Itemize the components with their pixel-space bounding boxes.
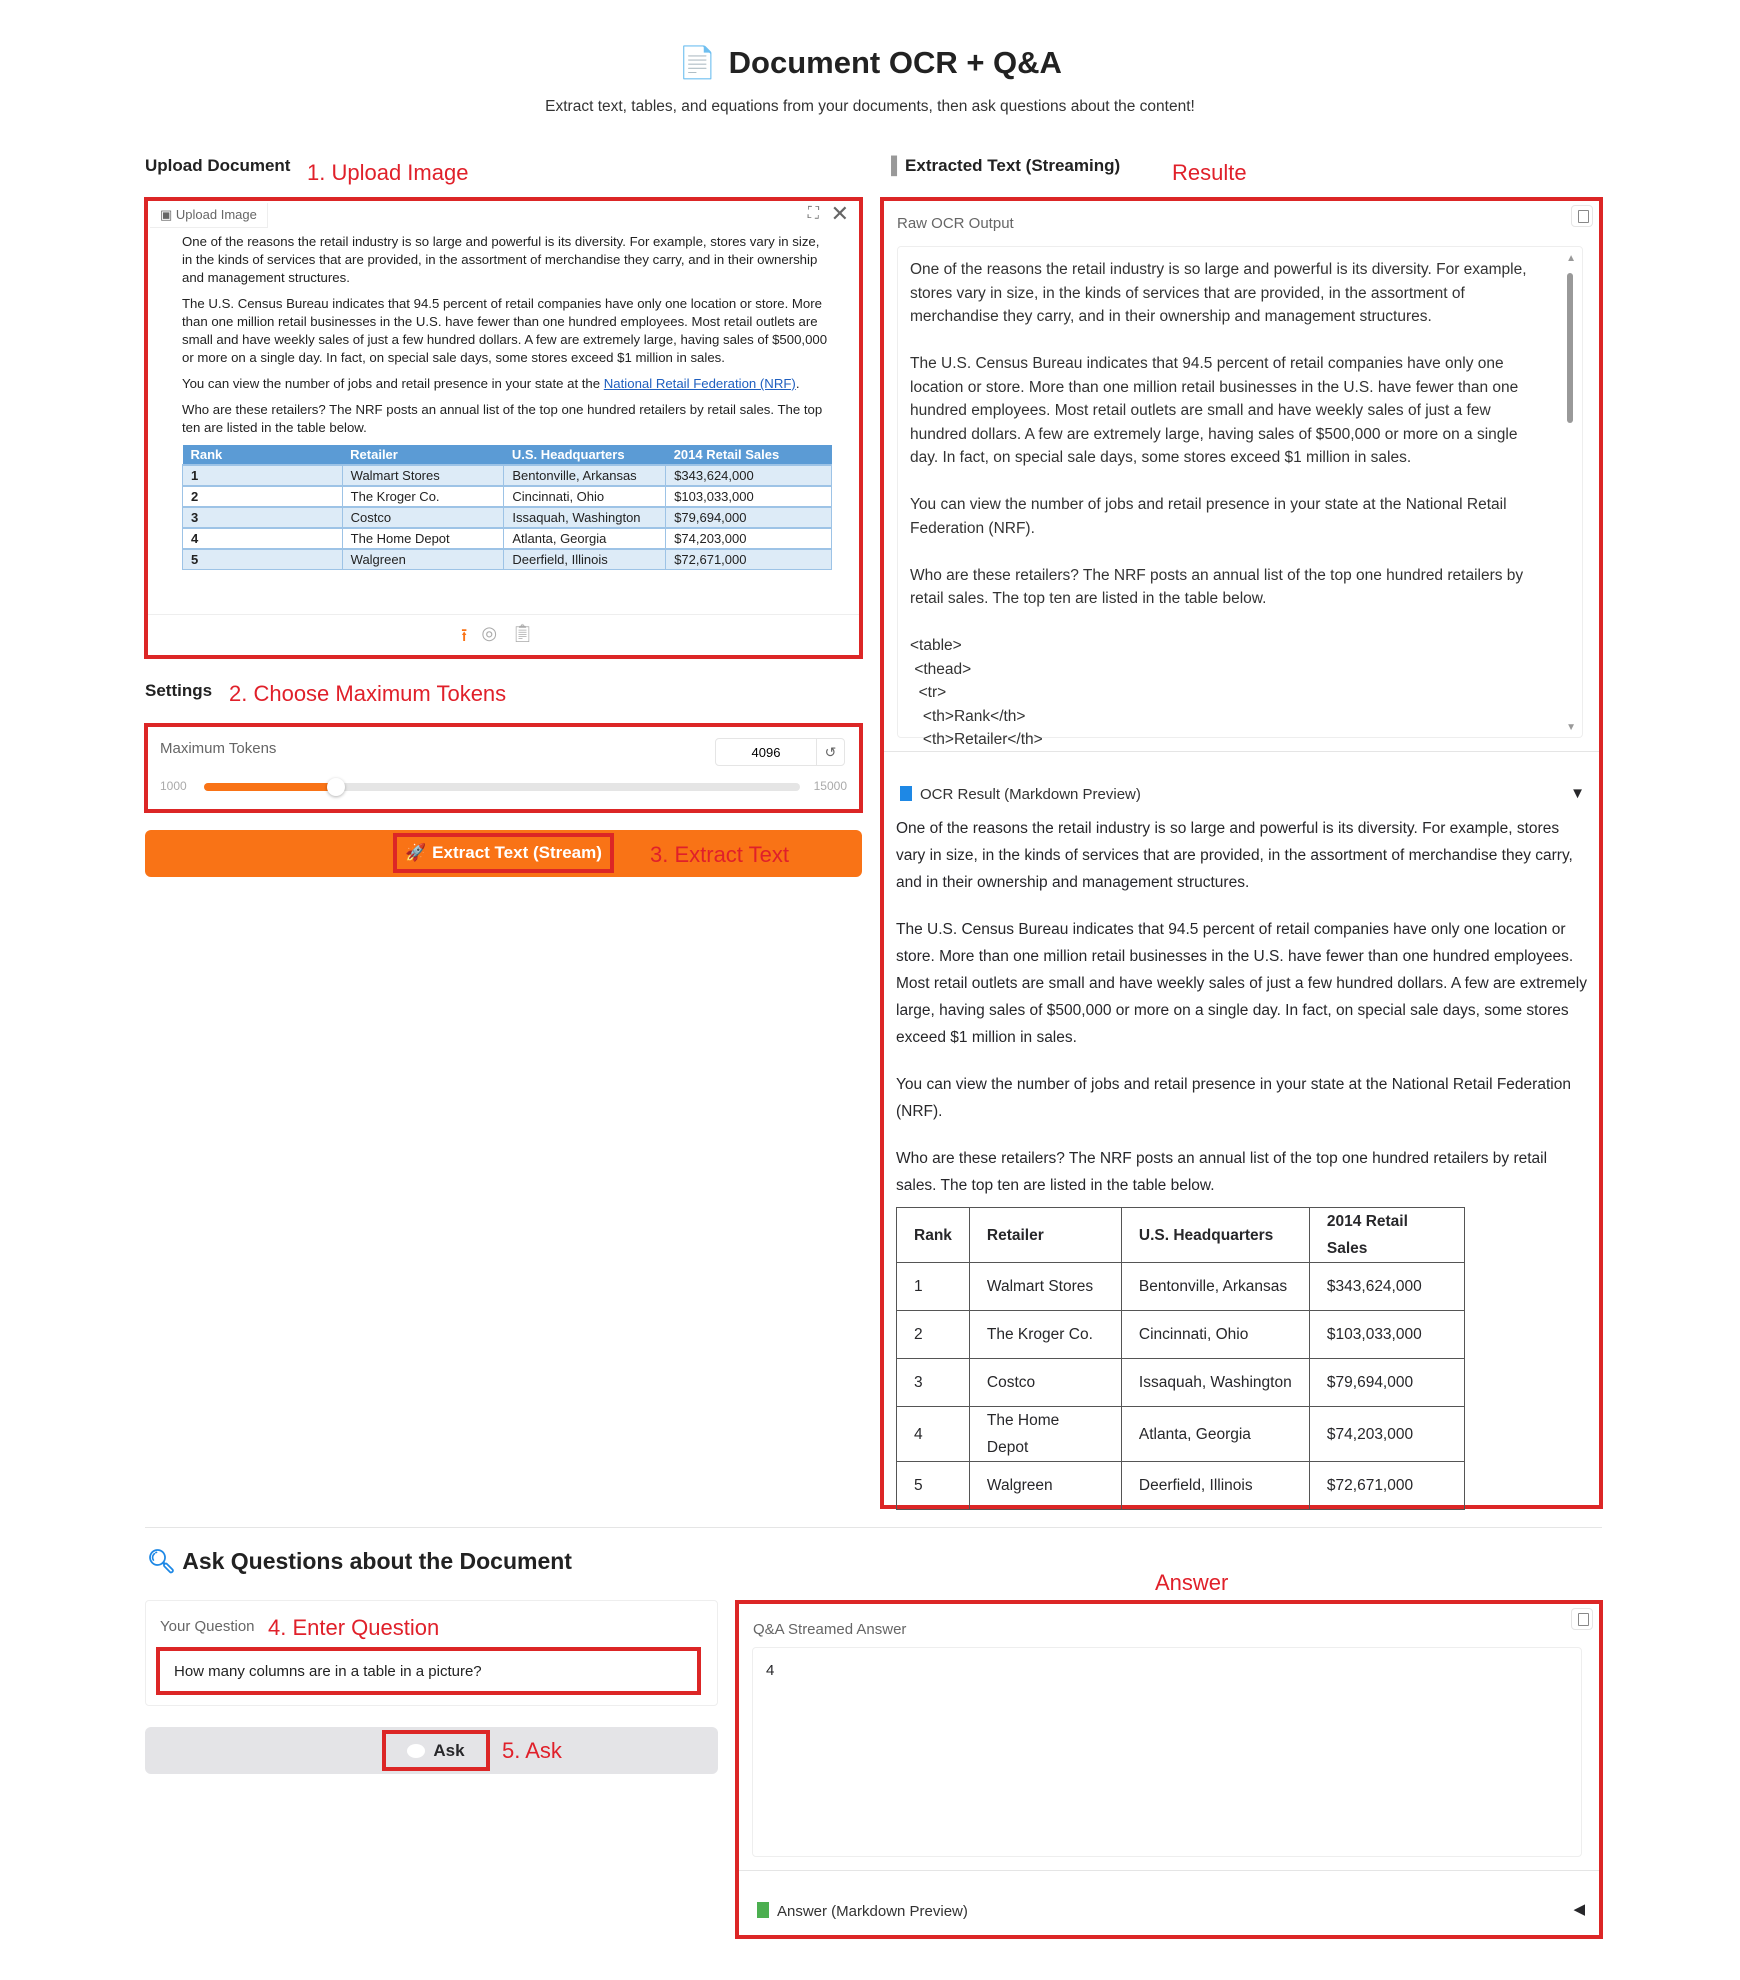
- md-preview-header[interactable]: OCR Result (Markdown Preview): [900, 786, 1141, 803]
- table-row: [897, 1263, 1465, 1311]
- table-cell: 2: [183, 486, 343, 507]
- question-panel: [145, 1600, 718, 1706]
- max-tokens-slider[interactable]: [204, 783, 800, 791]
- table-row: [183, 507, 832, 528]
- ocr-result-panel: [880, 197, 1603, 1509]
- table-cell: Atlanta, Georgia: [1121, 1407, 1309, 1462]
- uploaded-document-image: [148, 201, 859, 614]
- speech-bubble-icon: [407, 1744, 425, 1758]
- rocket-icon: 🚀: [405, 843, 427, 862]
- table-cell: 4: [183, 528, 343, 549]
- table-header-cell: Retailer: [969, 1208, 1121, 1263]
- table-row: [183, 486, 832, 507]
- nrf-link[interactable]: National Retail Federation (NRF): [603, 376, 796, 391]
- ask-button[interactable]: Ask: [145, 1727, 718, 1774]
- doc-paragraph: You can view the number of jobs and retail presence in your state at the National Retail Federation (NRF).: [182, 376, 800, 391]
- answer-md-preview-header[interactable]: Answer (Markdown Preview): [757, 1902, 968, 1920]
- extract-text-button[interactable]: 🚀 Extract Text (Stream): [145, 830, 862, 877]
- raw-ocr-textbox[interactable]: One of the reasons the retail industry is so large and powerful is its diversity. For example, stores vary in size, in the kinds of services that are provided, in the assortment of merchandise they carry, and in their ownership and management structures. The U.S. Census Bureau indicates that 94.5 percent of retail companies have only one location or store. More than one million retail businesses in the U.S. have fewer than one hundred employees. Most retail outlets are small and have weekly sales of just a few hundred dollars. A few are extremely large, having sales of $500,000 or more on a single day. In fact, on special sale days, some stores exceed $1 million in sales. You can view the number of jobs and retail presence in your state at the National Retail Federation (NRF). Who are these retailers? The NRF posts an annual list of the top one hundred retailers by retail sales. The top ten are listed in the table below. <table> <thead> <tr> <th>Rank</th> <th>Retailer</th> ▲ ▼: [897, 246, 1583, 738]
- table-row: [897, 1311, 1465, 1359]
- table-cell: 5: [183, 549, 343, 570]
- webcam-icon[interactable]: ◎: [481, 623, 498, 643]
- annotation-result: Resulte: [1172, 160, 1247, 185]
- md-paragraph: Who are these retailers? The NRF posts an annual list of the top one hundred retailers by retail sales. The top ten are listed in the table below.: [896, 1150, 1548, 1194]
- upload-section-label: Upload Document: [145, 156, 291, 175]
- annotation-ask: 5. Ask: [502, 1738, 562, 1763]
- reset-icon[interactable]: ↺: [816, 739, 844, 765]
- table-row: [897, 1359, 1465, 1407]
- table-cell: Walgreen: [969, 1462, 1121, 1510]
- table-cell: The Kroger Co.: [342, 486, 504, 507]
- table-cell: $103,033,000: [1309, 1311, 1464, 1359]
- table-cell: The Home Depot: [969, 1407, 1121, 1462]
- collapse-icon[interactable]: ▼: [1570, 785, 1585, 802]
- annotation-answer: Answer: [1155, 1570, 1229, 1595]
- markdown-preview: [896, 815, 1591, 1510]
- answer-panel: [735, 1600, 1603, 1939]
- table-cell: 1: [897, 1263, 970, 1311]
- table-header-cell: Retailer: [342, 445, 504, 465]
- slider-min: 1000: [160, 779, 187, 793]
- table-row: [897, 1462, 1465, 1510]
- fullscreen-icon[interactable]: ⛶: [807, 205, 819, 222]
- question-label: Your Question: [160, 1618, 255, 1635]
- table-cell: Bentonville, Arkansas: [1121, 1263, 1309, 1311]
- slider-thumb[interactable]: [327, 778, 345, 796]
- table-cell: $72,671,000: [1309, 1462, 1464, 1510]
- table-row: [183, 528, 832, 549]
- table-cell: 1: [183, 465, 343, 486]
- table-cell: 3: [897, 1359, 970, 1407]
- upload-image-panel[interactable]: [144, 197, 863, 659]
- table-cell: Walmart Stores: [969, 1263, 1121, 1311]
- settings-label: Settings: [145, 681, 213, 700]
- annotation-upload: 1. Upload Image: [307, 160, 469, 185]
- table-header-cell: 2014 Retail Sales: [1309, 1208, 1464, 1263]
- table-cell: $103,033,000: [666, 486, 832, 507]
- scrollbar[interactable]: [1567, 273, 1573, 423]
- table-cell: Deerfield, Illinois: [504, 549, 666, 570]
- table-cell: $74,203,000: [1309, 1407, 1464, 1462]
- table-cell: Issaquah, Washington: [1121, 1359, 1309, 1407]
- max-tokens-input[interactable]: [716, 739, 816, 765]
- table-cell: The Kroger Co.: [969, 1311, 1121, 1359]
- table-cell: $343,624,000: [666, 465, 832, 486]
- book-icon: [900, 786, 912, 801]
- image-icon: ▣: [160, 207, 176, 222]
- table-cell: 4: [897, 1407, 970, 1462]
- document-icon: 📄: [678, 45, 717, 80]
- slider-fill: [204, 783, 336, 791]
- table-cell: Cincinnati, Ohio: [1121, 1311, 1309, 1359]
- table-cell: $74,203,000: [666, 528, 832, 549]
- table-row: [183, 549, 832, 570]
- answer-textbox[interactable]: 4: [752, 1647, 1582, 1857]
- clipboard-icon[interactable]: 📋︎: [511, 623, 534, 643]
- table-cell: Atlanta, Georgia: [504, 528, 666, 549]
- table-row: [183, 465, 832, 486]
- md-paragraph: You can view the number of jobs and retail presence in your state at the National Retail Federation (NRF).: [896, 1076, 1571, 1120]
- table-cell: $79,694,000: [1309, 1359, 1464, 1407]
- copy-icon[interactable]: [1571, 1608, 1593, 1630]
- magnifier-icon: 🔍︎: [147, 1548, 177, 1574]
- table-cell: Costco: [342, 507, 504, 528]
- doc-paragraph: One of the reasons the retail industry is so large and powerful is its diversity. For example, stores vary in size, in the kinds of services that are provided, in the assortment of merchandise they carry, and in their ownership and management structures.: [182, 234, 820, 285]
- table-header-cell: Rank: [183, 445, 343, 465]
- table-cell: $79,694,000: [666, 507, 832, 528]
- page-title: 📄 Document OCR + Q&A: [678, 45, 1062, 80]
- table-cell: The Home Depot: [342, 528, 504, 549]
- annotation-tokens: 2. Choose Maximum Tokens: [229, 681, 507, 706]
- upload-image-tab: ▣ Upload Image: [150, 203, 268, 228]
- table-header-cell: Rank: [897, 1208, 970, 1263]
- table-cell: Deerfield, Illinois: [1121, 1462, 1309, 1510]
- table-cell: $343,624,000: [1309, 1263, 1464, 1311]
- table-row: [897, 1407, 1465, 1462]
- qa-heading: 🔍︎ Ask Questions about the Document: [147, 1548, 572, 1574]
- question-input[interactable]: How many columns are in a table in a picture?: [156, 1647, 701, 1695]
- copy-icon[interactable]: [1571, 205, 1593, 227]
- extracted-text-label: ▐ Extracted Text (Streaming): [885, 156, 1121, 175]
- table-cell: Cincinnati, Ohio: [504, 486, 666, 507]
- max-tokens-panel: [144, 723, 863, 813]
- table-cell: Walmart Stores: [342, 465, 504, 486]
- table-header-cell: 2014 Retail Sales: [666, 445, 832, 465]
- scroll-down-icon[interactable]: ▼: [1566, 722, 1576, 733]
- expand-icon[interactable]: ◀: [1573, 1901, 1585, 1918]
- annotation-extract: 3. Extract Text: [650, 842, 789, 867]
- doc-paragraph: The U.S. Census Bureau indicates that 94.5 percent of retail companies have only one location or store. More than one million retail businesses in the U.S. have fewer than one hundred employees. Most retail outlets are small and have weekly sales of just a few hundred dollars. A few are extremely large, having sales of $500,000 or more on a single day. In fact, on special sale days, some stores exceed $1 million in sales.: [182, 296, 828, 365]
- doc-paragraph: Who are these retailers? The NRF posts an annual list of the top one hundred retailers by retail sales. The top ten are listed in the table below.: [182, 402, 823, 435]
- md-table: [896, 1207, 1465, 1510]
- md-paragraph: One of the reasons the retail industry is so large and powerful is its diversity. For example, stores vary in size, in the kinds of services that are provided, in the assortment of merchandise they carry, and in their ownership and management structures.: [896, 820, 1573, 891]
- scroll-icon: ▐: [885, 156, 898, 175]
- table-cell: $72,671,000: [666, 549, 832, 570]
- md-paragraph: The U.S. Census Bureau indicates that 94.5 percent of retail companies have only one location or store. More than one million retail businesses in the U.S. have fewer than one hundred employees. Most retail outlets are small and have weekly sales of just a few hundred dollars. A few are extremely large, having sales of $500,000 or more on a single day. In fact, on special sale days, some stores exceed $1 million in sales.: [896, 921, 1587, 1046]
- max-tokens-label: Maximum Tokens: [160, 740, 277, 757]
- scroll-up-icon[interactable]: ▲: [1566, 253, 1576, 264]
- table-header-cell: U.S. Headquarters: [1121, 1208, 1309, 1263]
- doc-table: [182, 445, 832, 570]
- slider-max: 15000: [813, 779, 847, 793]
- table-cell: Costco: [969, 1359, 1121, 1407]
- page-subtitle: Extract text, tables, and equations from your documents, then ask questions about the content!: [545, 98, 1195, 115]
- upload-icon[interactable]: ⭱: [461, 625, 468, 645]
- raw-ocr-label: Raw OCR Output: [897, 215, 1014, 232]
- table-cell: 3: [183, 507, 343, 528]
- close-icon[interactable]: ✕: [830, 201, 849, 226]
- answer-label: Q&A Streamed Answer: [753, 1621, 907, 1638]
- table-cell: Issaquah, Washington: [504, 507, 666, 528]
- annotation-question: 4. Enter Question: [268, 1615, 440, 1640]
- table-cell: 2: [897, 1311, 970, 1359]
- table-cell: Bentonville, Arkansas: [504, 465, 666, 486]
- table-cell: Walgreen: [342, 549, 504, 570]
- table-cell: 5: [897, 1462, 970, 1510]
- table-header-cell: U.S. Headquarters: [504, 445, 666, 465]
- book-icon: [757, 1902, 769, 1918]
